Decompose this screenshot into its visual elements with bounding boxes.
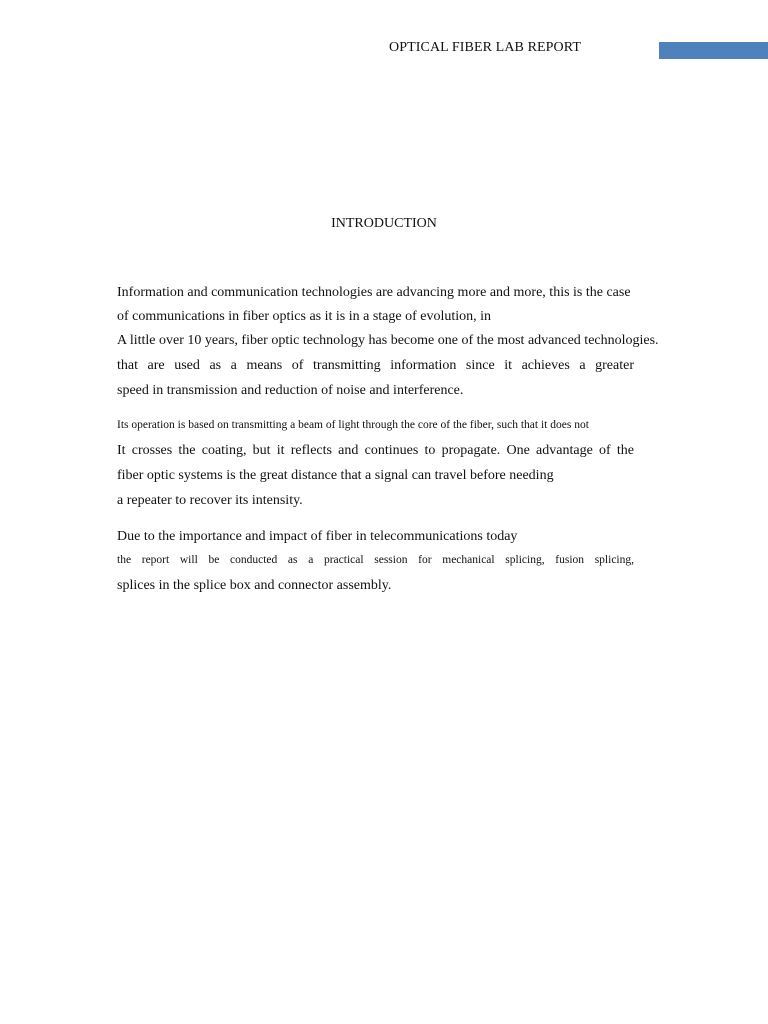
text-line: the report will be conducted as a practical session for mechanical splicing, fusion splicing,	[117, 554, 634, 566]
text-line: fiber optic systems is the great distance that a signal can travel before needing	[117, 468, 554, 483]
header-accent-bar	[659, 42, 768, 59]
text-line: It crosses the coating, but it reflects and continues to propagate. One advantage of the	[117, 443, 634, 458]
text-line: A little over 10 years, fiber optic technology has become one of the most advanced technologies.	[117, 333, 659, 348]
text-line: speed in transmission and reduction of noise and interference.	[117, 383, 464, 398]
text-line: splices in the splice box and connector assembly.	[117, 578, 392, 593]
text-line: that are used as a means of transmitting information since it achieves a greater	[117, 358, 634, 373]
text-line: Due to the importance and impact of fiber in telecommunications today	[117, 529, 518, 544]
text-line: Information and communication technologies are advancing more and more, this is the case	[117, 285, 631, 300]
header-title: OPTICAL FIBER LAB REPORT	[389, 40, 582, 55]
text-line: a repeater to recover its intensity.	[117, 493, 303, 508]
section-heading: INTRODUCTION	[331, 216, 437, 231]
text-line: of communications in fiber optics as it is in a stage of evolution, in	[117, 309, 492, 324]
text-line: Its operation is based on transmitting a beam of light through the core of the fiber, such that it does not	[117, 419, 589, 431]
